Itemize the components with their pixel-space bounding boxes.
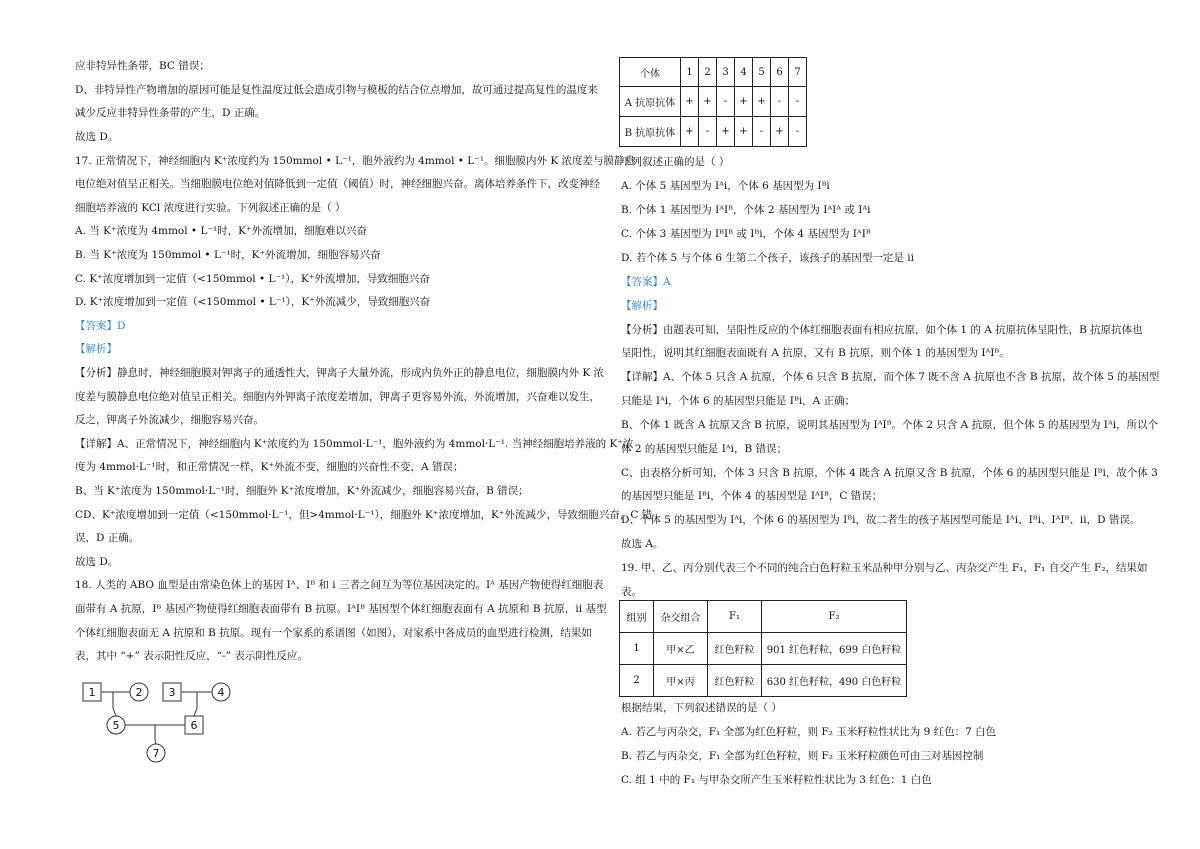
table-cell: 甲×丙: [654, 665, 708, 697]
text-line: 减少反应非特异性条带的产生，D 正确。: [75, 107, 266, 119]
text-line: 体 2 的基因型只能是 Iᴬi，B 错误；: [621, 443, 788, 455]
text-line: 【分析】由题表可知，呈阳性反应的个体红细胞表面有相应抗原，如个体 1 的 A 抗原抗体呈阳性，B 抗原抗体也: [621, 324, 1143, 336]
text-line: 细胞培养液的 KCl 浓度进行实验。下列叙述正确的是（ ）: [75, 202, 346, 214]
text-line: 度为 4mmol·L⁻¹时，和正常情况一样，K⁺外流不变，细胞的兴奋性不变，A 错误；: [75, 461, 464, 473]
table-row: [620, 665, 907, 697]
table-header-cell: F₂: [762, 601, 907, 633]
table-row: [620, 87, 807, 117]
text-line: 个体红细胞表面无 A 抗原和 B 抗原。现有一个家系的系谱图（如图），对家系中各成员的血型进行检测，结果如: [75, 627, 592, 639]
table-header-cell: 个体: [620, 58, 681, 87]
text-line: CD、K⁺浓度增加到一定值（<150mmol·L⁻¹，但>4mmol·L⁻¹），细胞外 K⁺浓度增加，K⁺外流减少，导致细胞兴奋，C 错: [75, 509, 653, 521]
text-line: 故选 D。: [75, 131, 119, 143]
table-cell: +: [699, 87, 717, 117]
text-line: 反之，钾离子外流减少，细胞容易兴奋。: [75, 414, 264, 426]
table-header-cell: F₁: [708, 601, 762, 633]
text-line: 误，D 正确。: [75, 532, 140, 544]
table-row: [620, 633, 907, 665]
text-line: 表，其中 “+” 表示阳性反应，“-” 表示阴性反应。: [75, 650, 308, 662]
text-line: 【详解】A、个体 5 只含 A 抗原，个体 6 只含 B 抗原，而个体 7 既不含 A 抗原也不含 B 抗原，故个体 5 的基因型: [621, 371, 1160, 383]
pedigree-label: 6: [190, 719, 198, 732]
table-cell: +: [681, 87, 699, 117]
option-b: B. 个体 1 基因型为 IᴬIᴮ，个体 2 基因型为 IᴬIᴬ 或 Iᴬi: [621, 204, 871, 216]
right-column: [600, 0, 1200, 849]
pedigree-label: 4: [217, 686, 225, 699]
table-header-cell: 1: [681, 58, 699, 87]
text-line: 下列叙述正确的是（ ）: [621, 156, 730, 168]
text-line: 面带有 A 抗原，Iᴮ 基因产物使得红细胞表面带有 B 抗原。IᴬIᴮ 基因型个体红细胞表面有 A 抗原和 B 抗原，ii 基型: [75, 603, 607, 615]
table-cell: -: [753, 117, 771, 147]
table-cell: 甲×乙: [654, 633, 708, 665]
table-cell: +: [681, 117, 699, 147]
option-c: C. 个体 3 基因型为 IᴮIᴮ 或 Iᴮi，个体 4 基因型为 IᴬIᴮ: [621, 228, 871, 240]
table-header-cell: 3: [717, 58, 735, 87]
option-b: B. 当 K⁺浓度为 150mmol • L⁻¹时，K⁺外流增加，细胞容易兴奋: [75, 249, 381, 261]
answer-label: 【答案】A: [621, 276, 671, 288]
table-cell: -: [789, 87, 807, 117]
table-cell: 红色籽粒: [708, 665, 762, 697]
text-line: 度差与膜静息电位绝对值呈正相关。细胞内外钾离子浓度差增加，钾离子更容易外流，外流增加，兴奋难以发生，: [75, 391, 600, 403]
pedigree-label: 7: [152, 747, 160, 760]
text-line: C、由表格分析可知，个体 3 只含 B 抗原，个体 4 既含 A 抗原又含 B 抗原，个体 6 的基因型只能是 Iᴮi，故个体 3: [621, 467, 1158, 479]
table-cell: 901 红色籽粒，699 白色籽粒: [762, 633, 907, 665]
table-cell: 1: [620, 633, 654, 665]
table-cell: B 抗原抗体: [620, 117, 681, 147]
table-header-cell: 7: [789, 58, 807, 87]
text-line: 呈阳性，说明其红细胞表面既有 A 抗原，又有 B 抗原，则个体 1 的基因型为 IᴬIᴮ。: [621, 347, 1010, 359]
table-cell: -: [789, 117, 807, 147]
pedigree-label: 2: [135, 686, 143, 699]
table-row: [620, 117, 807, 147]
analysis-label: 【解析】: [621, 300, 663, 312]
text-line: 【详解】A、正常情况下，神经细胞内 K⁺浓度约为 150mmol·L⁻¹，胞外液约为 4mmol·L⁻¹. 当神经细胞培养液的 K⁺浓: [75, 438, 634, 450]
question-17: 17. 正常情况下，神经细胞内 K⁺浓度约为 150mmol • L⁻¹，胞外液约为 4mmol • L⁻¹。细胞膜内外 K 浓度差与膜静息: [75, 155, 636, 167]
table-cell: +: [735, 87, 753, 117]
pedigree-label: 5: [112, 719, 120, 732]
table-header-cell: 5: [753, 58, 771, 87]
text-line: 的基因型只能是 Iᴮi，个体 4 的基因型是 IᴬIᴮ，C 错误；: [621, 490, 883, 502]
table-header-cell: 2: [699, 58, 717, 87]
question-19: 19. 甲、乙、丙分别代表三个不同的纯合白色籽粒玉米品种甲分别与乙、丙杂交产生 F₁，F₁ 自交产生 F₂，结果如: [621, 562, 1148, 574]
table-header-cell: 6: [771, 58, 789, 87]
answer-label: 【答案】D: [75, 320, 126, 332]
table-cell: -: [717, 87, 735, 117]
option-a: A. 个体 5 基因型为 Iᴬi，个体 6 基因型为 Iᴮi: [621, 180, 830, 192]
text-line: 【分析】静息时，神经细胞膜对钾离子的通透性大，钾离子大量外流，形成内负外正的静息电位，细胞膜内外 K 浓: [75, 367, 605, 379]
pedigree-label: 1: [88, 686, 96, 699]
table-cell: +: [771, 117, 789, 147]
text-line: 故选 D。: [75, 556, 119, 568]
text-line: 根据结果，下列叙述错误的是（ ）: [621, 702, 782, 714]
pedigree-label: 3: [168, 686, 176, 699]
option-d: D. 若个体 5 与个体 6 生第二个孩子，该孩子的基因型一定是 ii: [621, 252, 914, 264]
option-a: A. 若乙与丙杂交，F₁ 全部为红色籽粒，则 F₂ 玉米籽粒性状比为 9 红色：7 白色: [621, 726, 997, 738]
text-line: B、个体 1 既含 A 抗原又含 B 抗原，说明其基因型为 IᴬIᴮ。个体 2 只含 A 抗原，但个体 5 的基因型为 Iᴬi，所以个: [621, 419, 1159, 431]
text-line: D、非特异性产物增加的原因可能是复性温度过低会造成引物与模板的结合位点增加，故可通过提高复性的温度来: [75, 84, 598, 96]
table-cell: +: [717, 117, 735, 147]
pedigree-diagram: [78, 678, 238, 764]
option-d: D. K⁺浓度增加到一定值（<150mmol • L⁻¹），K⁺外流减少，导致细胞兴奋: [75, 296, 431, 308]
text-line: B、当 K⁺浓度为 150mmol·L⁻¹时，细胞外 K⁺浓度增加，K⁺外流减少，细胞容易兴奋，B 错误；: [75, 485, 529, 497]
question-18: 18. 人类的 ABO 血型是由常染色体上的基因 Iᴬ、Iᴮ 和 i 三者之间互为等位基因决定的。Iᴬ 基因产物使得红细胞表: [75, 579, 604, 591]
option-c: C. 组 1 中的 F₁ 与甲杂交所产生玉米籽粒性状比为 3 红色：1 白色: [621, 774, 932, 786]
text-line: D、个体 5 的基因型为 Iᴬi，个体 6 的基因型为 Iᴮi，故二者生的孩子基因型可能是 Iᴬi、Iᴮi、IᴬIᴮ、ii，D 错误。: [621, 514, 1141, 526]
table-cell: -: [771, 87, 789, 117]
table-cell: 2: [620, 665, 654, 697]
analysis-label: 【解析】: [75, 343, 117, 355]
cross-result-table: [619, 600, 907, 697]
table-cell: -: [699, 117, 717, 147]
text-line: 故选 A。: [621, 538, 664, 550]
table-header-cell: 4: [735, 58, 753, 87]
blood-type-table: [619, 57, 807, 147]
option-b: B. 若乙与丙杂交，F₁ 全部为红色籽粒，则 F₂ 玉米籽粒颜色可由三对基因控制: [621, 750, 984, 762]
table-header-cell: 杂交组合: [654, 601, 708, 633]
table-cell: 630 红色籽粒，490 白色籽粒: [762, 665, 907, 697]
option-a: A. 当 K⁺浓度为 4mmol • L⁻¹时，K⁺外流增加，细胞难以兴奋: [75, 225, 368, 237]
table-header-cell: 组别: [620, 601, 654, 633]
text-line: 表。: [621, 586, 642, 598]
text-line: 应非特异性条带，BC 错误；: [75, 60, 210, 72]
table-cell: +: [735, 117, 753, 147]
option-c: C. K⁺浓度增加到一定值（<150mmol • L⁻¹），K⁺外流增加，导致细胞兴奋: [75, 273, 430, 285]
table-cell: 红色籽粒: [708, 633, 762, 665]
table-cell: A 抗原抗体: [620, 87, 681, 117]
text-line: 电位绝对值呈正相关。当细胞膜电位绝对值降低到一定值（阈值）时，神经细胞兴奋。离体培养条件下，改变神经: [75, 178, 600, 190]
text-line: 只能是 Iᴬi，个体 6 的基因型只能是 Iᴮi，A 正确；: [621, 395, 856, 407]
table-cell: +: [753, 87, 771, 117]
